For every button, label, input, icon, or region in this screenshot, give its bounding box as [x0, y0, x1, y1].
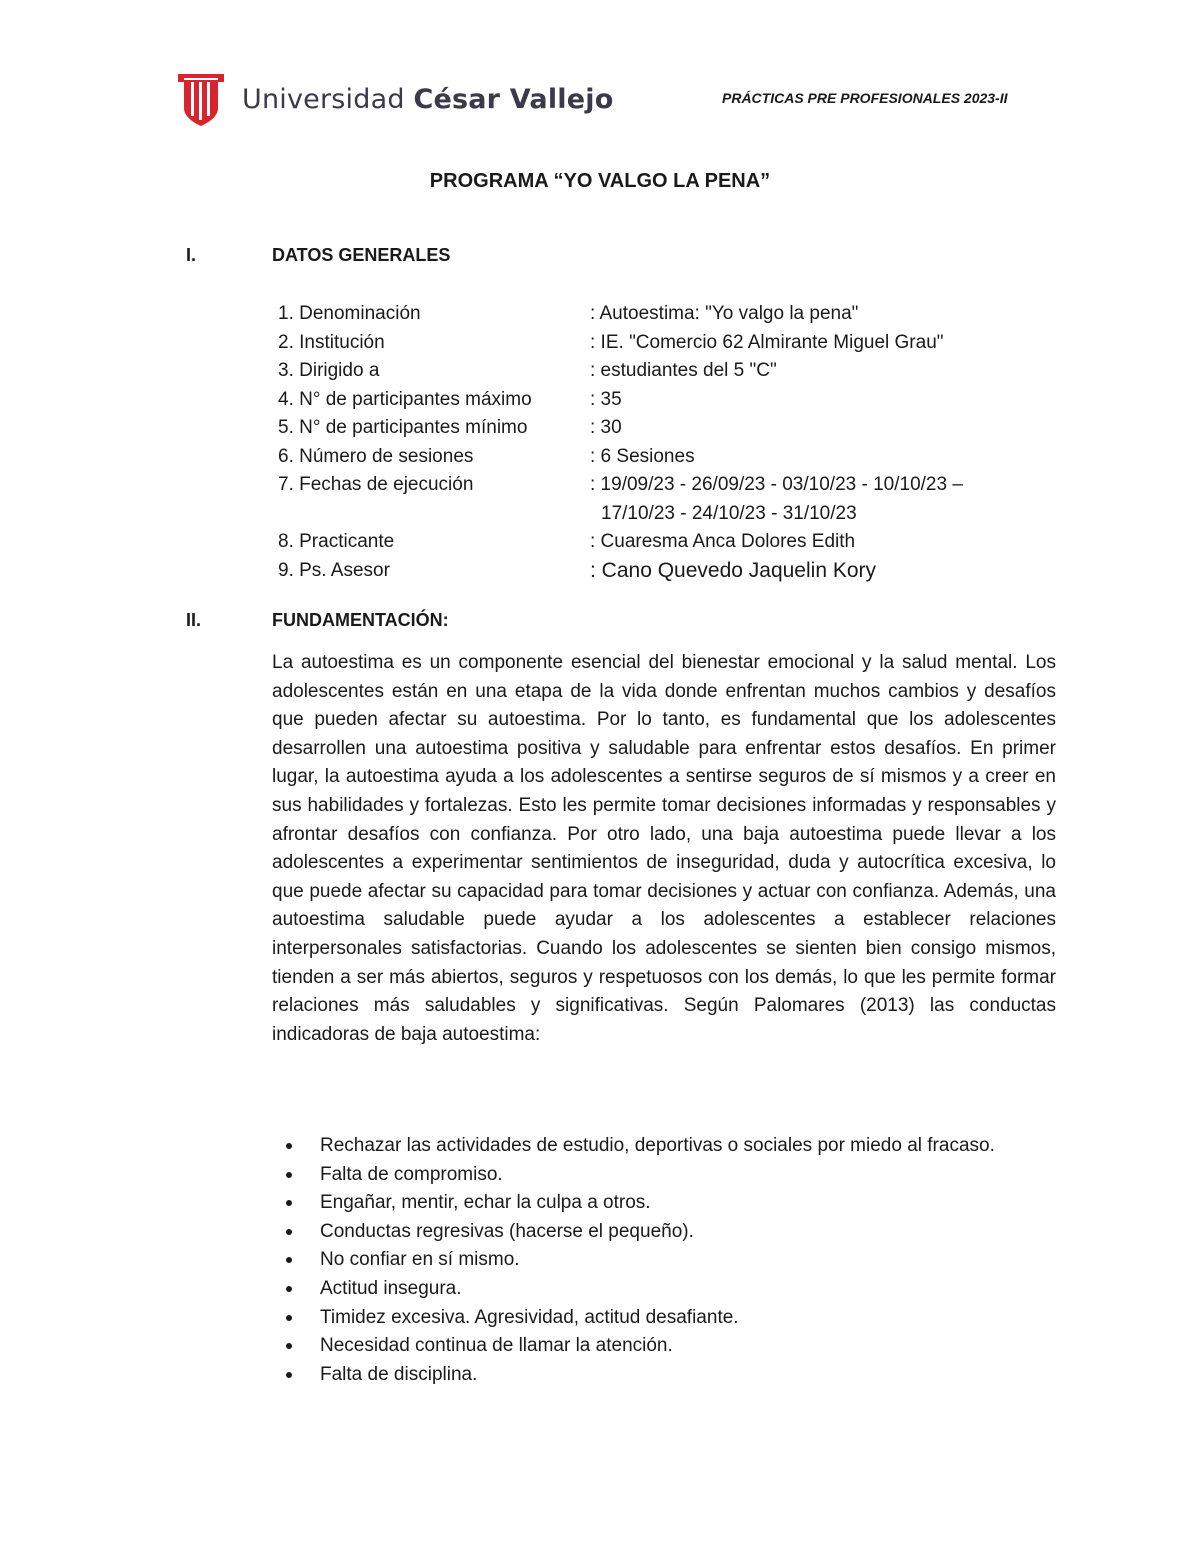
- list-item: Conductas regresivas (hacerse el pequeño).: [272, 1218, 1032, 1247]
- section-heading-datos: I. DATOS GENERALES: [186, 245, 451, 265]
- bullet-icon: [286, 1372, 292, 1378]
- bullet-icon: [286, 1200, 292, 1206]
- datos-row: 3. Dirigido a : estudiantes del 5 "C": [278, 360, 777, 381]
- list-item: Actitud insegura.: [272, 1275, 1032, 1304]
- list-item: Falta de disciplina.: [272, 1361, 1032, 1390]
- bullet-icon: [286, 1143, 292, 1149]
- list-item: Rechazar las actividades de estudio, deportivas o sociales por miedo al fracaso.: [272, 1132, 1032, 1161]
- bullet-icon: [286, 1257, 292, 1263]
- list-item: Falta de compromiso.: [272, 1161, 1032, 1190]
- fundamentacion-paragraph: La autoestima es un componente esencial del bienestar emocional y la salud mental. Los adolescentes están en una etapa de la vida donde enfrentan muchos cambios y desafíos que pueden afectar su autoestima. Por lo tanto, es fundamental que los adolescentes desarrollen una autoestima positiva y saludable para enfrentar estos desafíos. En primer lugar, la autoestima ayuda a los adolescentes a sentirse seguros de sí mismos y a creer en sus habilidades y fortalezas. Esto les permite tomar decisiones informadas y responsables y afrontar desafíos con confianza. Por otro lado, una baja autoestima puede llevar a los adolescentes a experimentar sentimientos de inseguridad, duda y autocrítica excesiva, lo que puede afectar su capacidad para tomar decisiones y actuar con confianza. Además, una autoestima saludable puede ayudar a los adolescentes a establecer relaciones interpersonales satisfactorias. Cuando los adolescentes se sienten bien consigo mismos, tienden a ser más abiertos, seguros y respetuosos con los demás, lo que les permite formar relaciones más saludables y significativas. Según Palomares (2013) las conductas indicadoras de baja autoestima:: [272, 652, 1056, 1045]
- document-title: PROGRAMA “YO VALGO LA PENA”: [429, 170, 771, 192]
- section-heading-fundamentacion: II. FUNDAMENTACIÓN:: [186, 610, 449, 630]
- datos-row: 4. N° de participantes máximo : 35: [278, 388, 622, 410]
- datos-row: 9. Ps. Asesor : Cano Quevedo Jaquelin Kory: [278, 558, 877, 582]
- header-tag: PRÁCTICAS PRE PROFESIONALES 2023-II: [722, 90, 1008, 106]
- datos-row: 6. Número de sesiones : 6 Sesiones: [278, 445, 695, 467]
- list-item: No confiar en sí mismo.: [272, 1246, 1032, 1275]
- list-item: Timidez excesiva. Agresividad, actitud desafiante.: [272, 1304, 1032, 1333]
- ucv-shield-icon: [178, 72, 224, 126]
- bullet-icon: [286, 1172, 292, 1178]
- bullet-icon: [286, 1343, 292, 1349]
- list-item: Necesidad continua de llamar la atención.: [272, 1332, 1032, 1361]
- datos-generales-list: [278, 300, 1078, 585]
- datos-row: 7. Fechas de ejecución : 19/09/23 - 26/09/23 - 03/10/23 - 10/10/23 – 17/10/23 - 24/10/23 - 31/10/23: [278, 474, 963, 524]
- datos-row: 5. N° de participantes mínimo : 30: [278, 417, 622, 438]
- bullet-icon: [286, 1315, 292, 1321]
- datos-row: 1. Denominación : Autoestima: "Yo valgo la pena": [278, 303, 859, 324]
- bullet-icon: [286, 1229, 292, 1235]
- datos-row: 8. Practicante : Cuaresma Anca Dolores Edith: [278, 531, 856, 552]
- list-item: Engañar, mentir, echar la culpa a otros.: [272, 1189, 1032, 1218]
- conductas-list: [272, 1132, 1032, 1389]
- university-name: Universidad César Vallejo: [242, 83, 614, 115]
- university-logo: [178, 72, 613, 126]
- datos-row: 2. Institución : IE. "Comercio 62 Almirante Miguel Grau": [278, 331, 944, 353]
- bullet-icon: [286, 1286, 292, 1292]
